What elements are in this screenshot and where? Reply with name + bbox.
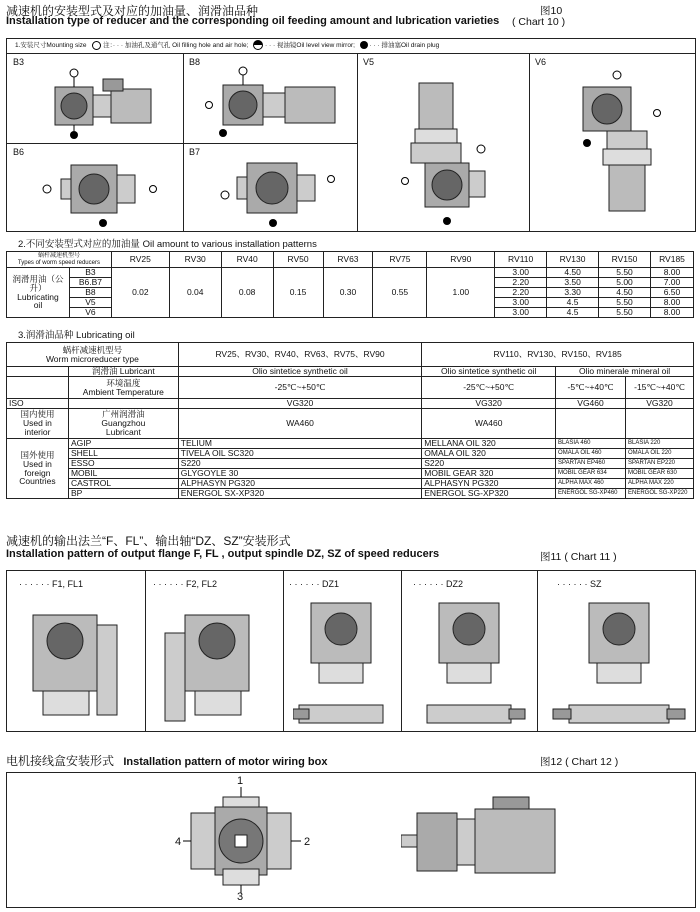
- title-en: Installation type of reducer and the corresponding oil feeding amount and lubrication varieties: [6, 15, 500, 27]
- iso-value: VG460: [556, 399, 626, 409]
- oil-mirror-icon: [253, 40, 263, 50]
- spindle-dz1-drawing: [293, 595, 393, 725]
- oil-drain-icon: [360, 41, 368, 49]
- type-header: 蜗杆减速机型号 Worm microreducer type: [7, 343, 179, 367]
- oil-amount-table: [6, 251, 694, 318]
- divider: [183, 53, 184, 231]
- model-header: RV110: [495, 252, 547, 268]
- oil-value: 0.08: [221, 268, 273, 318]
- oil-value: 2.20: [495, 288, 547, 298]
- oil-value: 1.00: [427, 268, 495, 318]
- ambient-label: 环境温度 Ambient Temperature: [68, 377, 178, 399]
- brand-oil: ENERGOL SG-XP220: [625, 489, 693, 499]
- brand-oil: MOBIL GEAR 634: [556, 469, 626, 479]
- oil-value: 8.00: [650, 268, 693, 278]
- model-corner: 蜗杆减速机型号 Types of worm speed reducers: [7, 252, 112, 268]
- lub-title: 3.润滑油品种 Lubricating oil: [18, 330, 135, 341]
- group1-header: RV25、RV30、RV40、RV63、RV75、RV90: [178, 343, 421, 367]
- wiring-fig: 图12 ( Chart 12 ): [540, 756, 619, 768]
- wiring-num-1: 1: [237, 775, 244, 787]
- wiring-title: [6, 752, 327, 769]
- oil-value: 4.5: [547, 298, 599, 308]
- flange-f1-drawing: [21, 595, 136, 723]
- oil-amount-title: 2.不同安装型式对应的加油量 Oil amount to various installation patterns: [18, 239, 317, 250]
- flange-title-en: Installation pattern of output flange F, FL , output spindle DZ, SZ of speed reducers: [6, 548, 440, 560]
- wiring-num-2: 2: [304, 836, 311, 848]
- synthetic-oil-2: Olio sintetice synthetic oil: [422, 367, 556, 377]
- brand-oil: TIVELA OIL SC320: [178, 449, 421, 459]
- iso-value: VG320: [422, 399, 556, 409]
- oil-value: 0.15: [273, 268, 323, 318]
- oil-value: 0.02: [111, 268, 169, 318]
- lubricating-oil-label: 润滑用油（公升） Lubricating oil: [7, 268, 70, 318]
- oil-value: 5.50: [599, 308, 651, 318]
- brand-oil: SPARTAN EP220: [625, 459, 693, 469]
- temp-value: -25℃~+50℃: [178, 377, 421, 399]
- label-dz2: · · · · · · DZ2: [413, 579, 463, 589]
- fig-en: ( Chart 10 ): [512, 16, 566, 28]
- brand-oil: OMALA OIL 320: [422, 449, 556, 459]
- lubricating-oil-table: [6, 342, 694, 499]
- gz-value: WA460: [422, 409, 556, 439]
- label-dz1: · · · · · · DZ1: [289, 579, 339, 589]
- wiring-title-en: Installation pattern of motor wiring box: [123, 756, 328, 768]
- iso-label: ISO: [7, 399, 69, 409]
- pos-cell: B8: [69, 288, 111, 298]
- brand-oil: ALPHA MAX 460: [556, 479, 626, 489]
- pos-cell: B6.B7: [69, 278, 111, 288]
- brand-oil: OMALA OIL 220: [625, 449, 693, 459]
- brand-oil: MOBIL GEAR 630: [625, 469, 693, 479]
- model-header: RV185: [650, 252, 693, 268]
- pos-b7: B7: [189, 147, 201, 157]
- pos-v6: V6: [535, 57, 547, 67]
- oil-value: 3.00: [495, 298, 547, 308]
- reducer-b8-drawing: [203, 61, 348, 141]
- spindle-dz2-drawing: [409, 595, 529, 725]
- oil-value: 6.50: [650, 288, 693, 298]
- foreign-label: 国外使用 Used in foreign Countries: [7, 439, 69, 499]
- label-f2: · · · · · · F2, FL2: [153, 579, 217, 589]
- brand-oil: ALPHASYN PG320: [178, 479, 421, 489]
- iso-value: VG320: [178, 399, 421, 409]
- fig-cn: 图10: [540, 5, 563, 17]
- oil-value: 2.20: [495, 278, 547, 288]
- brand-oil: BLASIA 460: [556, 439, 626, 449]
- guangzhou-label: 广州润滑油 Guangzhou Lubricant: [68, 409, 178, 439]
- oil-value: 4.50: [547, 268, 599, 278]
- brand-oil: S220: [422, 459, 556, 469]
- model-header: RV40: [221, 252, 273, 268]
- synthetic-oil: Olio sintetice synthetic oil: [178, 367, 421, 377]
- oil-value: 8.00: [650, 298, 693, 308]
- brand-oil: ENERGOL SG-XP460: [556, 489, 626, 499]
- wiring-num-4: 4: [175, 836, 182, 848]
- brand-oil: OMALA OIL 460: [556, 449, 626, 459]
- gz-value: WA460: [178, 409, 421, 439]
- model-header: RV25: [111, 252, 169, 268]
- brand-name: AGIP: [68, 439, 178, 449]
- wiring-side-drawing: [401, 791, 561, 891]
- temp-value: -15℃~+40℃: [625, 377, 693, 399]
- pos-cell: V6: [69, 308, 111, 318]
- wiring-front-drawing: [177, 777, 317, 903]
- divider: [357, 53, 358, 231]
- brand-name: MOBIL: [68, 469, 178, 479]
- flange-title-cn: 减速机的输出法兰“F、FL”、输出轴“DZ、SZ”安装形式: [6, 534, 291, 548]
- model-header: RV90: [427, 252, 495, 268]
- pos-b6: B6: [13, 147, 25, 157]
- flange-box: [6, 570, 696, 732]
- oil-value: 5.50: [599, 298, 651, 308]
- oil-value: 7.00: [650, 278, 693, 288]
- reducer-v5-drawing: [397, 79, 507, 229]
- brand-oil: MELLANA OIL 320: [422, 439, 556, 449]
- wiring-title-cn: 电机接线盒安装形式: [6, 754, 115, 768]
- oil-value: 0.30: [323, 268, 373, 318]
- divider: [529, 53, 530, 231]
- brand-name: ESSO: [68, 459, 178, 469]
- oil-value: 3.30: [547, 288, 599, 298]
- oil-value: 5.50: [599, 268, 651, 278]
- legend-bar: [7, 39, 695, 54]
- group2-header: RV110、RV130、RV150、RV185: [422, 343, 694, 367]
- reducer-b7-drawing: [217, 149, 347, 229]
- reducer-b3-drawing: [47, 59, 157, 141]
- oil-value: 4.5: [547, 308, 599, 318]
- brand-oil: S220: [178, 459, 421, 469]
- brand-oil: BLASIA 220: [625, 439, 693, 449]
- brand-oil: SPARTAN EP460: [556, 459, 626, 469]
- spindle-sz-drawing: [549, 595, 689, 725]
- brand-oil: ALPHASYN PG320: [422, 479, 556, 489]
- temp-value: -5℃~+40℃: [556, 377, 626, 399]
- installation-box: [6, 38, 696, 232]
- brand-oil: TELIUM: [178, 439, 421, 449]
- brand-name: SHELL: [68, 449, 178, 459]
- oil-value: 4.50: [599, 288, 651, 298]
- legend-mount: 1.安装尺寸Mounting size: [15, 42, 87, 49]
- model-header: RV63: [323, 252, 373, 268]
- flange-f2-drawing: [155, 595, 275, 723]
- oil-value: 3.00: [495, 308, 547, 318]
- reducer-v6-drawing: [567, 67, 677, 227]
- oil-fill-icon: [92, 41, 101, 50]
- legend-mirror: · · · 视油镜Oil level view mirror;: [265, 42, 355, 49]
- oil-value: 0.55: [373, 268, 427, 318]
- brand-oil: ENERGOL SG-XP320: [422, 489, 556, 499]
- pos-cell: V5: [69, 298, 111, 308]
- legend-drain: · · · 排油塞Oil drain plug: [369, 42, 440, 49]
- label-f1: · · · · · · F1, FL1: [19, 579, 83, 589]
- oil-value: 0.04: [169, 268, 221, 318]
- pos-cell: B3: [69, 268, 111, 278]
- divider: [7, 143, 357, 144]
- brand-oil: ENERGOL SX-XP320: [178, 489, 421, 499]
- iso-value: VG320: [625, 399, 693, 409]
- flange-fig: 图11 ( Chart 11 ): [540, 551, 617, 563]
- pos-b3: B3: [13, 57, 25, 67]
- title-cn: 减速机的安装型式及对应的加油量、润滑油品种: [6, 4, 259, 18]
- wiring-num-3: 3: [237, 891, 244, 903]
- temp-value: -25℃~+50℃: [422, 377, 556, 399]
- oil-value: 5.00: [599, 278, 651, 288]
- label-sz: · · · · · · SZ: [557, 579, 602, 589]
- mineral-oil: Olio minerale mineral oil: [556, 367, 694, 377]
- model-header: RV130: [547, 252, 599, 268]
- lubricant-label: 润滑油 Lubricant: [68, 367, 178, 377]
- brand-oil: ALPHA MAX 220: [625, 479, 693, 489]
- legend-note: 注：· · · 加油孔及通气孔 Oil filling hole and air hole;: [103, 42, 249, 49]
- brand-name: CASTROL: [68, 479, 178, 489]
- interior-label: 国内使用 Used in interior: [7, 409, 69, 439]
- oil-value: 3.00: [495, 268, 547, 278]
- model-header: RV30: [169, 252, 221, 268]
- pos-v5: V5: [363, 57, 375, 67]
- brand-oil: GLYGOYLE 30: [178, 469, 421, 479]
- oil-value: 3.50: [547, 278, 599, 288]
- model-header: RV75: [373, 252, 427, 268]
- model-header: RV150: [599, 252, 651, 268]
- model-header: RV50: [273, 252, 323, 268]
- pos-b8: B8: [189, 57, 201, 67]
- oil-value: 8.00: [650, 308, 693, 318]
- brand-name: BP: [68, 489, 178, 499]
- wiring-box: [6, 772, 696, 908]
- brand-oil: MOBIL GEAR 320: [422, 469, 556, 479]
- reducer-b6-drawing: [33, 149, 173, 229]
